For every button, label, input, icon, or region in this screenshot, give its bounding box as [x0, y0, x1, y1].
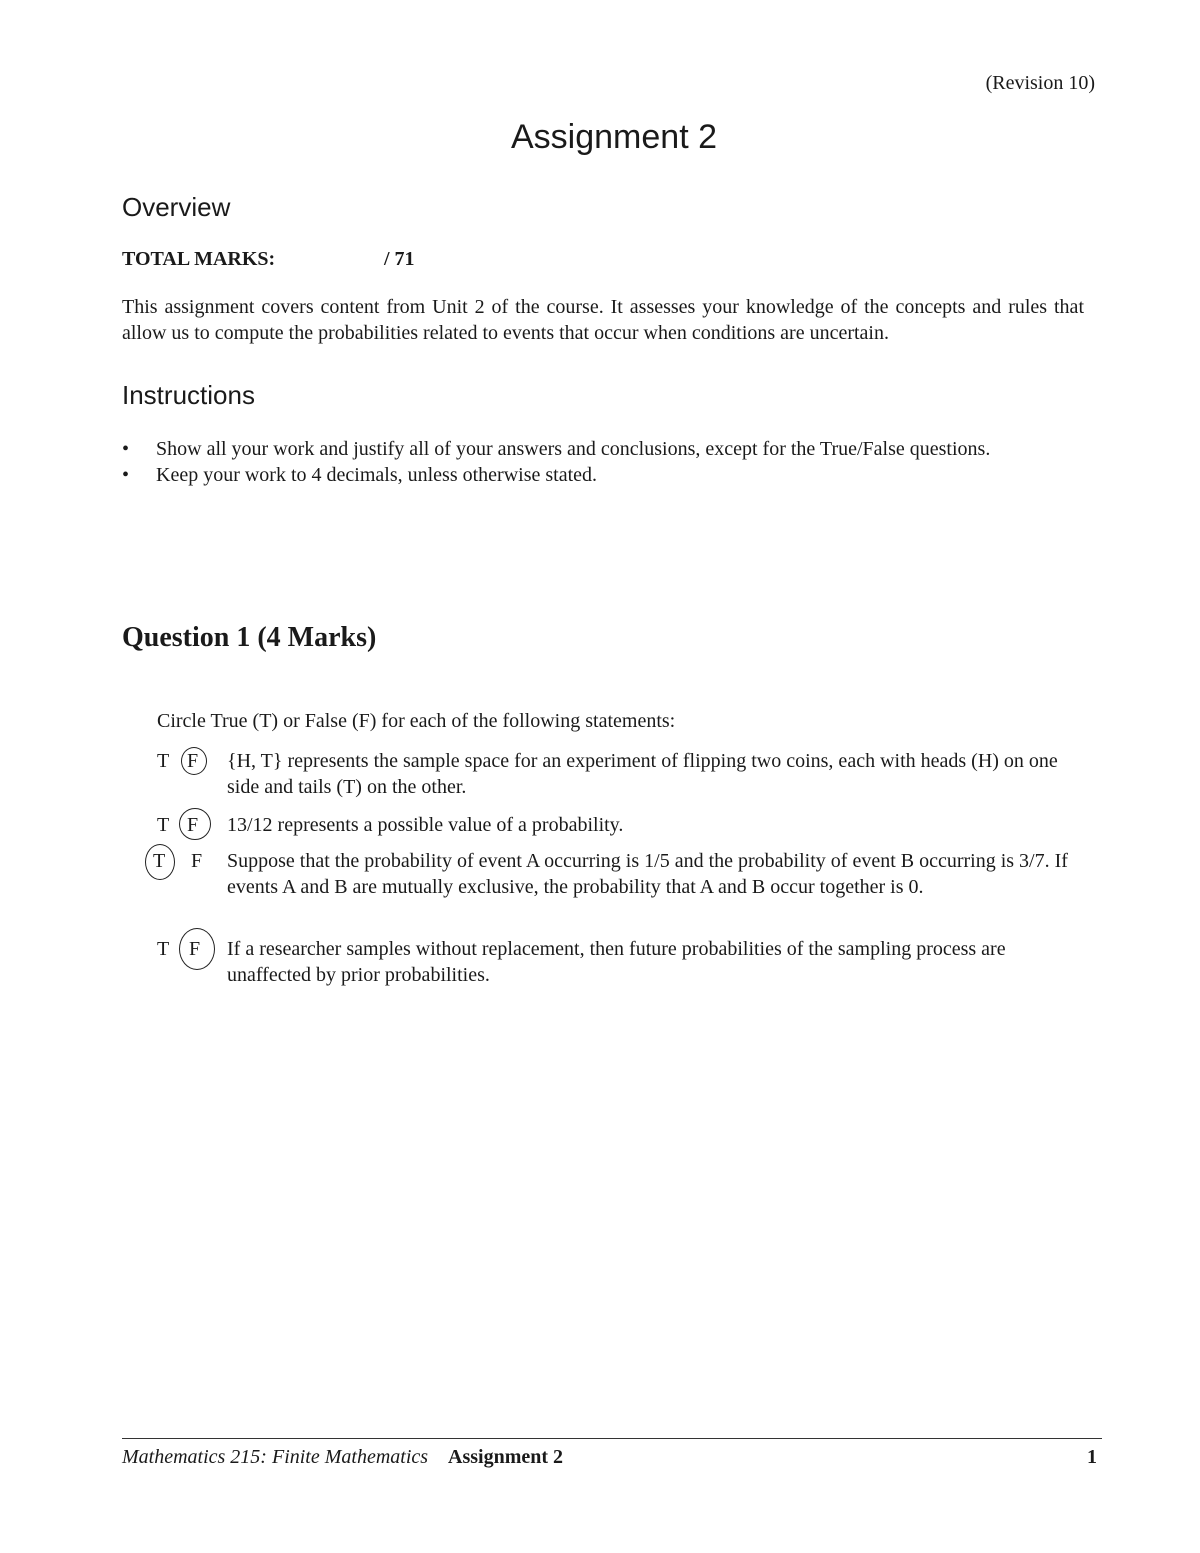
false-option[interactable]: F: [191, 850, 203, 872]
true-false-options: [145, 812, 225, 842]
true-false-options: [145, 848, 225, 878]
bullet-icon: •: [122, 464, 130, 486]
true-false-options: [145, 936, 225, 966]
instructions-list: [122, 436, 1076, 488]
false-option[interactable]: F: [189, 938, 201, 960]
total-marks-label: TOTAL MARKS:: [122, 248, 276, 270]
bullet-icon: •: [122, 438, 130, 460]
answer-circle-icon: [179, 928, 215, 970]
overview-heading: Overview: [122, 192, 231, 222]
answer-circle-icon: [181, 747, 207, 775]
statement-2: [145, 812, 1085, 838]
statement-text: If a researcher samples without replacement, then future probabilities of the sampling process are unaffected by prior probabilities.: [227, 938, 1006, 986]
list-item: [122, 436, 1076, 462]
statement-text: 13/12 represents a possible value of a probability.: [227, 814, 624, 836]
instruction-text: Keep your work to 4 decimals, unless otherwise stated.: [156, 464, 598, 486]
footer-divider: [122, 1438, 1102, 1439]
instruction-text: Show all your work and justify all of your answers and conclusions, except for the True/False questions.: [156, 438, 991, 460]
overview-description: This assignment covers content from Unit 2 of the course. It assesses your knowledge of the concepts and rules that allow us to compute the probabilities related to events that occur when conditions are uncertain.: [122, 296, 1084, 344]
false-option[interactable]: F: [187, 814, 199, 836]
true-false-options: [145, 748, 225, 778]
statement-1: [145, 748, 1085, 800]
revision-label: (Revision 10): [985, 72, 1095, 94]
true-option[interactable]: T: [153, 850, 166, 872]
answer-circle-icon: [179, 808, 211, 840]
true-option[interactable]: T: [157, 750, 170, 772]
footer-assignment: Assignment 2: [448, 1446, 564, 1468]
statement-text: {H, T} represents the sample space for an experiment of flipping two coins, each with heads (H) on one side and tails (T) on the other.: [227, 750, 1058, 798]
question-prompt: Circle True (T) or False (F) for each of the following statements:: [157, 710, 676, 732]
total-marks-row: [122, 248, 415, 271]
page-title: Assignment 2: [511, 118, 717, 156]
total-marks-value: / 71: [384, 248, 415, 270]
course-name: Mathematics 215: Finite Mathematics: [122, 1446, 429, 1468]
false-option[interactable]: F: [187, 750, 199, 772]
answer-circle-icon: [145, 844, 175, 880]
page-number: 1: [1087, 1446, 1097, 1468]
true-option[interactable]: T: [157, 938, 170, 960]
instructions-heading: Instructions: [122, 380, 255, 410]
statement-3: [145, 848, 1085, 900]
statement-4: [145, 936, 1085, 988]
question-heading: Question 1 (4 Marks): [122, 622, 377, 653]
list-item: [122, 462, 1076, 488]
footer-course: [122, 1446, 563, 1469]
statement-text: Suppose that the probability of event A occurring is 1/5 and the probability of event B occurring is 3/7. If events A and B are mutually exclusive, the probability that A and B occur together is 0.: [227, 850, 1068, 898]
true-option[interactable]: T: [157, 814, 170, 836]
